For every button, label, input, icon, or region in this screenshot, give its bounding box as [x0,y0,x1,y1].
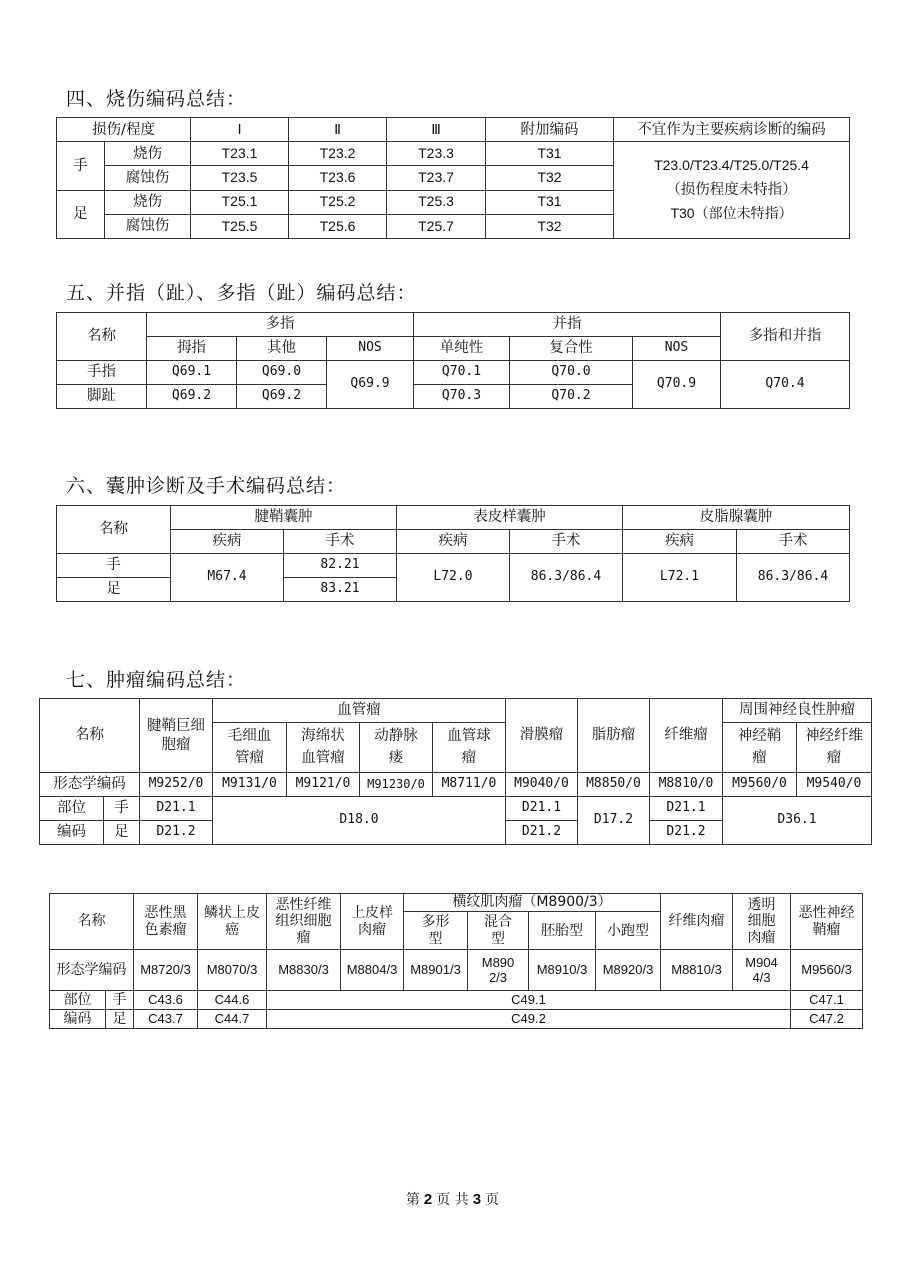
subheader: NOS [327,337,414,361]
code-cell: M8711/0 [433,773,506,797]
header-ganglion-cyst: 腱鞘囊肿 [171,506,397,530]
code-cell: T23.2 [289,142,387,166]
subheader: NOS [633,337,721,361]
subheader: 胚胎型 [529,912,596,950]
subheader: 海绵状血管瘤 [287,723,360,773]
code-cell: 82.21 [284,554,397,578]
subheader: 神经鞘瘤 [723,723,797,773]
code-cell: M8901/3 [404,950,468,990]
header-lipoma: 脂肪瘤 [578,699,650,773]
header-name: 名称 [57,506,171,554]
code-cell: T23.3 [387,142,486,166]
code-cell: M9560/0 [723,773,797,797]
code-cell: M9560/3 [791,950,863,990]
subheader-disease: 疾病 [397,530,510,554]
header-fibrosarcoma: 纤维肉瘤 [661,894,733,950]
code-cell: T31 [486,142,614,166]
row-label-code: 编码 [50,1009,106,1028]
subheader: 小跑型 [596,912,661,950]
code-cell: M8850/0 [578,773,650,797]
code-cell: T23.1 [191,142,289,166]
header-name: 名称 [57,313,147,361]
subheader: 血管球瘤 [433,723,506,773]
code-cell: Q69.1 [147,361,237,385]
row-label-finger: 手指 [57,361,147,385]
header-extra-code: 附加编码 [486,118,614,142]
code-cell: 83.21 [284,578,397,602]
header-mfh: 恶性纤维组织细胞瘤 [267,894,341,950]
code-cell: M8810/0 [650,773,723,797]
code-cell: M9044/3 [733,950,791,990]
code-cell: M67.4 [171,554,284,602]
code-cell: C49.2 [267,1009,791,1028]
code-cell: M8070/3 [198,950,267,990]
code-cell: M9131/0 [213,773,287,797]
syndactyly-table [56,312,850,409]
code-cell: D17.2 [578,797,650,845]
header-rhabdomyosarcoma: 横纹肌肉瘤（M8900/3） [404,894,661,912]
code-cell: M9040/0 [506,773,578,797]
row-label-code: 编码 [40,821,104,845]
subheader: 多形型 [404,912,468,950]
header-nerve-tumor: 周围神经良性肿瘤 [723,699,872,723]
code-cell: Q69.2 [147,385,237,409]
row-label-site: 部位 [50,990,106,1009]
subheader: 拇指 [147,337,237,361]
code-cell: M8902/3 [468,950,529,990]
code-cell: 86.3/86.4 [510,554,623,602]
code-cell: Q70.4 [721,361,850,409]
code-cell: T32 [486,214,614,238]
row-label-foot: 足 [106,1009,134,1028]
cyst-table [56,505,850,602]
code-cell: Q70.9 [633,361,721,409]
code-cell: C43.6 [134,990,198,1009]
code-cell: T32 [486,166,614,190]
code-cell: D21.1 [506,797,578,821]
header-not-primary: 不宜作为主要疾病诊断的编码 [614,118,850,142]
header-mpnst: 恶性神经鞘瘤 [791,894,863,950]
code-cell: M9540/0 [797,773,872,797]
header-poly-and-syn: 多指和并指 [721,313,850,361]
code-cell: D36.1 [723,797,872,845]
subheader-surgery: 手术 [284,530,397,554]
header-clear-cell: 透明细胞肉瘤 [733,894,791,950]
code-cell: C47.2 [791,1009,863,1028]
section-title-tumor: 七、肿瘤编码总结： [66,669,247,691]
code-cell: M8720/3 [134,950,198,990]
code-cell: M91230/0 [360,773,433,797]
code-cell: D21.2 [140,821,213,845]
code-cell: L72.0 [397,554,510,602]
header-epidermoid-cyst: 表皮样囊肿 [397,506,623,530]
code-cell: T23.7 [387,166,486,190]
header-squamous: 鳞状上皮癌 [198,894,267,950]
code-cell: M8804/3 [341,950,404,990]
section-title-burn: 四、烧伤编码总结： [66,88,247,110]
header-epithelioid: 上皮样肉瘤 [341,894,404,950]
row-label-toe: 脚趾 [57,385,147,409]
header-fibroma: 纤维瘤 [650,699,723,773]
code-cell: Q70.2 [510,385,633,409]
row-label-burn: 烧伤 [105,190,191,214]
header-hemangioma: 血管瘤 [213,699,506,723]
row-label-site: 部位 [40,797,104,821]
row-label-foot: 足 [57,578,171,602]
row-label-foot: 足 [104,821,140,845]
row-label-burn: 烧伤 [105,142,191,166]
footer-total-pages: 3 [472,1191,482,1208]
code-cell: T23.5 [191,166,289,190]
row-label-morphology: 形态学编码 [40,773,140,797]
code-cell: C49.1 [267,990,791,1009]
code-cell: 86.3/86.4 [737,554,850,602]
code-cell: D21.1 [140,797,213,821]
code-cell: T25.1 [191,190,289,214]
code-cell: C44.6 [198,990,267,1009]
section-title-syndactyly: 五、并指（趾）、多指（趾）编码总结： [66,282,417,304]
subheader-surgery: 手术 [510,530,623,554]
code-cell: M8920/3 [596,950,661,990]
footer-text: 页 [485,1192,500,1208]
footer-text: 第 [405,1192,420,1208]
burn-table [56,117,850,239]
code-cell: C47.1 [791,990,863,1009]
code-cell: D21.2 [506,821,578,845]
code-cell: T25.3 [387,190,486,214]
footer-page-number: 2 [423,1191,433,1208]
row-label-hand: 手 [57,142,105,190]
code-cell: T31 [486,190,614,214]
code-cell: T23.6 [289,166,387,190]
header-synovioma: 滑膜瘤 [506,699,578,773]
subheader: 神经纤维瘤 [797,723,872,773]
row-label-hand: 手 [106,990,134,1009]
header-polydactyly: 多指 [147,313,414,337]
subheader-surgery: 手术 [737,530,850,554]
section-title-cyst: 六、囊肿诊断及手术编码总结： [66,475,347,497]
code-cell: D21.2 [650,821,723,845]
not-primary-note [614,142,850,239]
subheader: 单纯性 [414,337,510,361]
header-name: 名称 [40,699,140,773]
code-cell: L72.1 [623,554,737,602]
row-label-foot: 足 [57,190,105,238]
header-name: 名称 [50,894,134,950]
code-cell: M8830/3 [267,950,341,990]
code-cell: C44.7 [198,1009,267,1028]
malignant-table [49,893,863,1029]
row-label-morphology: 形态学编码 [50,950,134,990]
code-cell: M9121/0 [287,773,360,797]
page-footer [0,1189,905,1209]
header-degree-1: Ⅰ [191,118,289,142]
row-label-corrosion: 腐蚀伤 [105,214,191,238]
note-line: T23.0/T23.4/T25.0/T25.4 [654,156,809,173]
code-cell: Q70.0 [510,361,633,385]
code-cell: Q69.9 [327,361,414,409]
header-sebaceous-cyst: 皮脂腺囊肿 [623,506,850,530]
subheader: 复合性 [510,337,633,361]
code-cell: C43.7 [134,1009,198,1028]
code-cell: D18.0 [213,797,506,845]
header-giant-cell-tumor: 腱鞘巨细胞瘤 [140,699,213,773]
row-label-hand: 手 [104,797,140,821]
row-label-hand: 手 [57,554,171,578]
code-cell: T25.7 [387,214,486,238]
header-syndactyly: 并指 [414,313,721,337]
subheader: 其他 [237,337,327,361]
code-cell: Q69.0 [237,361,327,385]
code-cell: T25.6 [289,214,387,238]
header-melanoma: 恶性黑色素瘤 [134,894,198,950]
code-cell: T25.2 [289,190,387,214]
subheader: 混合型 [468,912,529,950]
note-line: T30（部位未特指） [670,205,793,222]
code-cell: Q69.2 [237,385,327,409]
code-cell: T25.5 [191,214,289,238]
code-cell: Q70.3 [414,385,510,409]
subheader: 动静脉瘘 [360,723,433,773]
subheader: 毛细血管瘤 [213,723,287,773]
code-cell: Q70.1 [414,361,510,385]
header-degree-2: Ⅱ [289,118,387,142]
code-cell: M9252/0 [140,773,213,797]
subheader-disease: 疾病 [171,530,284,554]
code-cell: M8910/3 [529,950,596,990]
footer-text: 页 共 [436,1192,469,1208]
header-degree-3: Ⅲ [387,118,486,142]
note-line: （损伤程度未特指） [666,181,797,198]
row-label-corrosion: 腐蚀伤 [105,166,191,190]
subheader-disease: 疾病 [623,530,737,554]
header-injury-degree: 损伤/程度 [57,118,191,142]
code-cell: D21.1 [650,797,723,821]
code-cell: M8810/3 [661,950,733,990]
tumor-table [39,698,872,845]
